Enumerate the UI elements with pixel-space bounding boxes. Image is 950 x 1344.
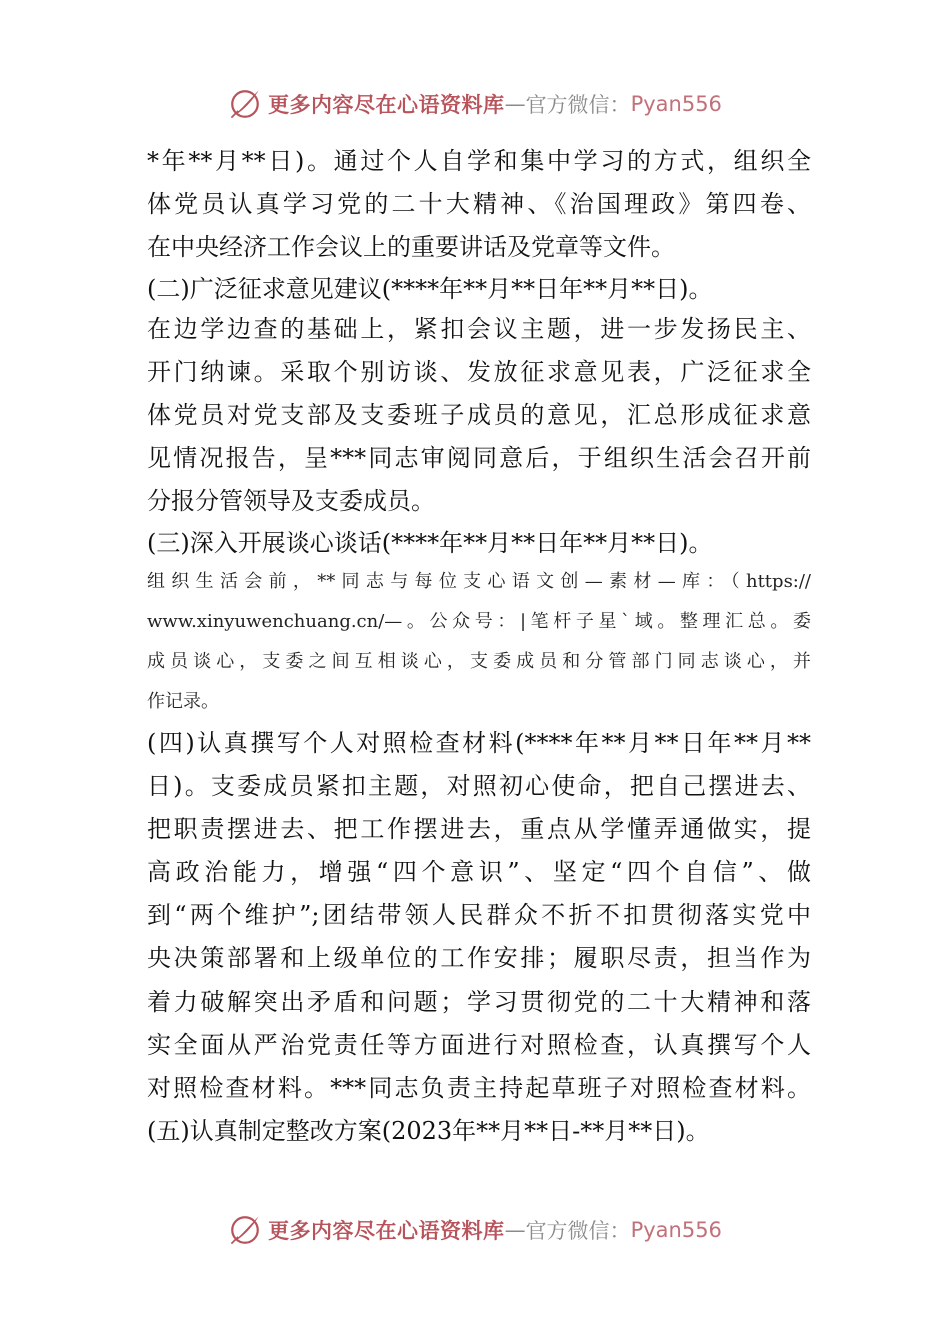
banner-dash: —: [504, 1218, 526, 1242]
header-watermark-banner: [0, 84, 950, 124]
body-line: 体党员对党支部及支委班子成员的意见，汇总形成征求意: [147, 400, 811, 429]
body-line: 高政治能力，增强“四个意识”、坚定“四个自信”、做: [147, 858, 811, 887]
section-heading: (三)深入开展谈心谈话(****年**月**日年**月**日)。: [147, 528, 713, 557]
body-line: 把职责摆进去、把工作摆进去，重点从学懂弄通做实，提: [147, 814, 811, 843]
banner-wechat-id: Pyan556: [630, 92, 722, 116]
body-line: 作记录。: [147, 690, 219, 712]
quill-logo-icon: [228, 1213, 262, 1247]
body-line: 成员谈心，支委之间互相谈心，支委成员和分管部门同志谈心，并: [147, 650, 811, 672]
banner-official-label: 官方微信：: [525, 93, 631, 117]
body-line: www.xinyuwenchuang.cn/—。公众号：|笔杆子星`域。整理汇总。委: [147, 610, 811, 632]
body-line: 着力破解突出矛盾和问题；学习贯彻党的二十大精神和落: [147, 987, 811, 1016]
body-line: 到“两个维护”;团结带领人民群众不折不扣贯彻落实党中: [147, 901, 811, 930]
body-line: 在中央经济工作会议上的重要讲话及党章等文件。: [147, 233, 675, 262]
document-body: [147, 140, 811, 1153]
body-line: 体党员认真学习党的二十大精神、《治国理政》第四卷、: [147, 190, 811, 219]
banner-official-label: 官方微信：: [525, 1219, 631, 1243]
section-heading: (二)广泛征求意见建议(****年**月**日年**月**日)。: [147, 274, 713, 303]
body-line: *年**月**日)。通过个人自学和集中学习的方式，组织全: [147, 147, 811, 175]
banner-brand-text: 更多内容尽在心语资料库: [268, 1219, 505, 1243]
quill-logo-icon: [228, 87, 262, 121]
body-line: 央决策部署和上级单位的工作安排；履职尽责，担当作为: [147, 944, 811, 973]
body-line: 在边学边查的基础上，紧扣会议主题，进一步发扬民主、: [147, 314, 811, 343]
section-heading: (五)认真制定整改方案(2023年**月**日-**月**日)。: [147, 1117, 710, 1146]
banner-dash: —: [504, 92, 526, 116]
section-heading: (四)认真撰写个人对照检查材料(****年**月**日年**月**: [147, 728, 811, 757]
body-line: 开门纳谏。采取个别访谈、发放征求意见表，广泛征求全: [147, 357, 811, 386]
body-line: 日)。支委成员紧扣主题，对照初心使命，把自己摆进去、: [147, 771, 811, 800]
banner-wechat-id: Pyan556: [630, 1218, 722, 1242]
body-line: 实全面从严治党责任等方面进行对照检查，认真撰写个人: [147, 1030, 811, 1059]
footer-watermark-banner: [0, 1210, 950, 1250]
banner-brand-text: 更多内容尽在心语资料库: [268, 93, 505, 117]
body-line: 组织生活会前，**同志与每位支心语文创—素材—库：（https://: [147, 570, 811, 592]
body-line: 分报分管领导及支委成员。: [147, 487, 435, 516]
body-line: 对照检查材料。***同志负责主持起草班子对照检查材料。: [147, 1074, 811, 1102]
body-line: 见情况报告，呈***同志审阅同意后，于组织生活会召开前: [147, 444, 811, 473]
